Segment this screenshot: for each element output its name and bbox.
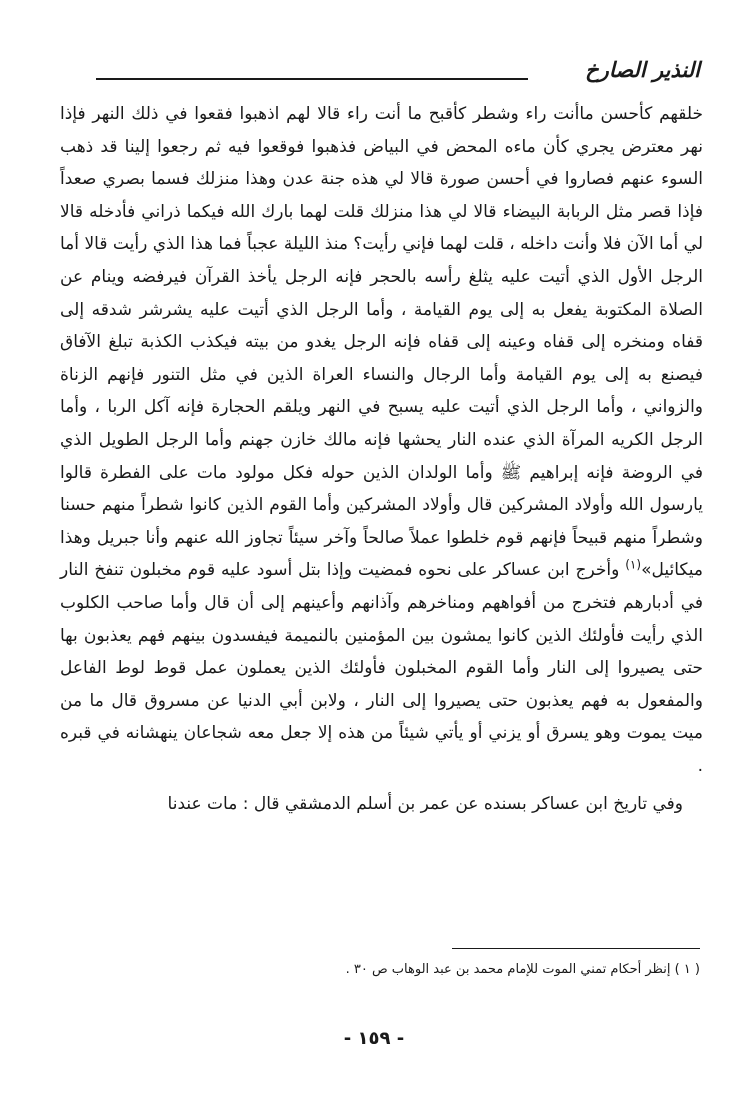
paragraph-main [60, 98, 703, 782]
footnote: ( ١ ) إنظر أحكام تمني الموت للإمام محمد بن عبد الوهاب ص ٣٠ . [345, 962, 700, 977]
page-number: - ١٥٩ - [343, 1028, 405, 1049]
body-text [60, 98, 703, 821]
footnote-reference: (١) [625, 557, 642, 572]
page-header [96, 52, 700, 92]
footnote-divider [452, 948, 700, 949]
paragraph-main-text: خلقهم كأحسن ماأنت راء وشطر كأقبح ما أنت راء قالا لهم اذهبوا فقعوا في ذلك النهر فإذا نهر معترض يجري كأن ماءه المحض في البياض فذهبوا فوقعوا فيه ثم رجعوا إلينا قد ذهب السوء عنهم فصاروا في أحسن صورة قالا لي هذه جنة عدن وهذا منزلك فسما بصري صعداً فإذا قصر مثل الربابة البيضاء قالا لي هذا منزلك قلت لهما بارك الله فيكما ذراني فأدخله قالا لي أما الآن فلا وأنت داخله ، قلت لهما فإني رأيت؟ منذ الليلة عجباً فما هذا الذي رأيت قالا أما الرجل الأول الذي أتيت عليه يثلغ رأسه بالحجر فإنه الرجل يأخذ القرآن فيرفضه وينام عن الصلاة المكتوبة يفعل به إلى يوم القيامة ، وأما الرجل الذي أتيت عليه يشرشر شدقه إلى قفاه ومنخره إلى قفاه وعينه إلى قفاه فإنه الرجل يغدو من بيته فيكذب الكذبة تبلغ الآفاق فيصنع به إلى يوم القيامة وأما الرجال والنساء العراة الذين في مثل التنور فإنهم الزناة والزواني ، وأما الرجل الذي أتيت عليه يسبح في النهر ويلقم الحجارة فإنه آكل الربا ، وأما الرجل الكريه المرآة الذي عنده النار يحشها فإنه مالك خازن جهنم وأما الرجل الطويل الذي في الروضة فإنه إبراهيم ﷺ وأما الولدان الذين حوله فكل مولود مات على الفطرة قالوا يارسول الله وأولاد المشركين قال وأولاد المشركين وأما القوم الذين كانوا شطراً منهم حسنا وشطراً منهم قبيحاً فإنهم قوم خلطوا عملاً صالحاً وآخر سيئاً تجاوز الله عنهم وأنا جبريل وهذا ميكائيل» [60, 104, 704, 581]
paragraph-main-continued: وأخرج ابن عساكر على نحوه فمضيت وإذا بتل أسود عليه قوم مخبلون تنفخ النار في أدبارهم فتخرج من أفواههم ومناخرهم وآذانهم وأعينهم إلى أن قال وأما صاحب الكلوب الذي رأيت فأولئك الذين كانوا يمشون بين المؤمنين بالنميمة فيفسدون بينهم فهم يعذبون بها حتى يصيروا إلى النار وأما القوم المخبلون فأولئك الذين يعملون عمل قوط لوط الفاعل والمفعول به فهم يعذبون حتى يصيروا إلى النار ، ولابن أبي الدنيا عن مسروق قال ما من ميت يموت وهو يسرق أو يزني أو يأتي شيئاً من هذه إلا جعل معه شجاعان ينهشانه في قبره . [60, 560, 703, 776]
running-title: النذير الصارخ [585, 58, 700, 82]
paragraph-second: وفي تاريخ ابن عساكر بسنده عن عمر بن أسلم الدمشقي قال : مات عندنا [167, 794, 683, 815]
header-rule [96, 78, 528, 80]
